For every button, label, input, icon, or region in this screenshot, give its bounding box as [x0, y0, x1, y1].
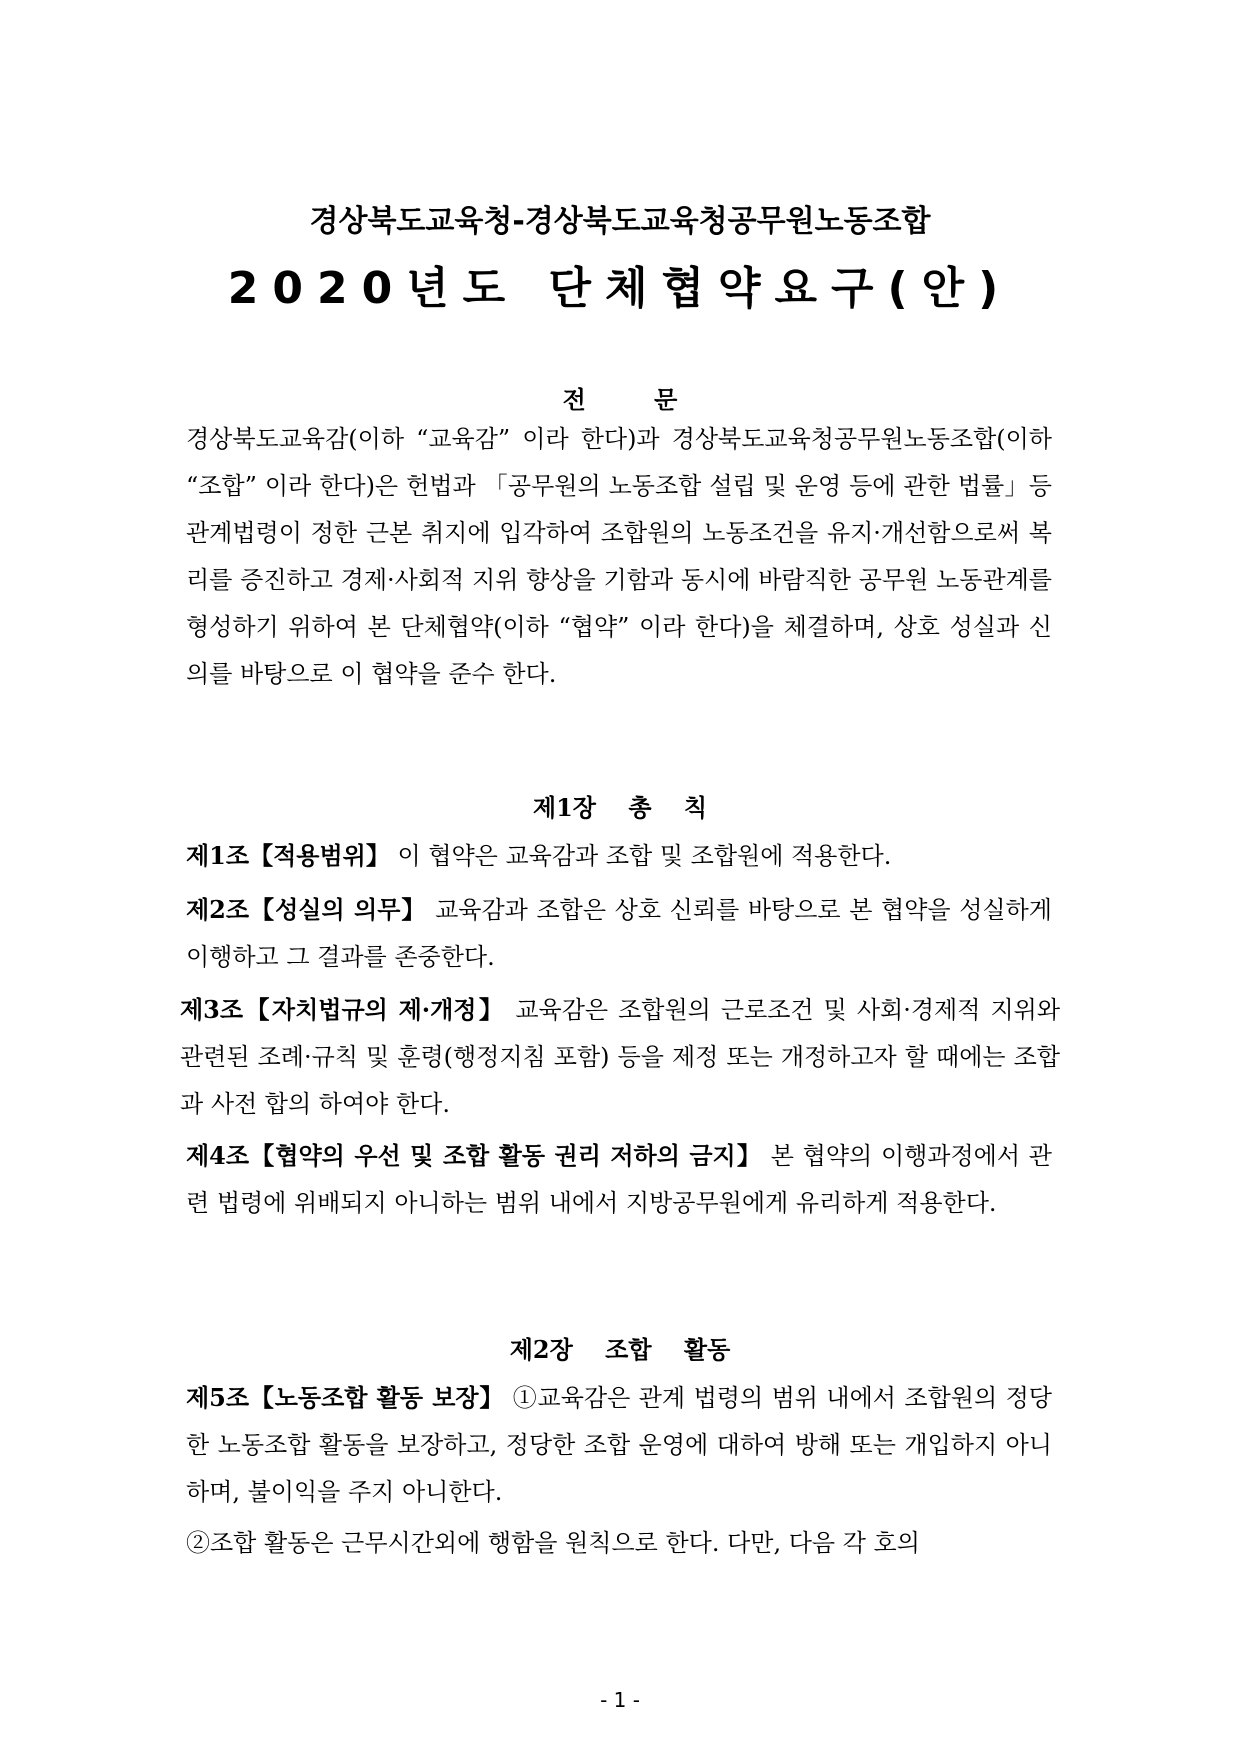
chapter1-heading: 제1장 총 칙	[532, 793, 708, 822]
article-3-body: 교육감은 조합원의 근로조건 및 사회·경제적 지위와 관련된 조례·규칙 및 훈령(행정지침 포함) 등을 제정 또는 개정하고자 할 때에는 조합과 사전 합의 하여야 한다.	[180, 996, 1061, 1118]
article-5-body: ①교육감은 관계 법령의 범위 내에서 조합원의 정당한 노동조합 활동을 보장하고, 정당한 조합 운영에 대하여 방해 또는 개입하지 아니하며, 불이익을 주지 아니한다.	[186, 1384, 1052, 1506]
article-1-title: 【적용범위】	[249, 841, 390, 870]
article-1-number: 제1조	[186, 841, 250, 870]
article-5-number: 제5조	[186, 1383, 250, 1412]
article-2	[186, 886, 1052, 981]
preamble-text: 경상북도교육감(이하 “교육감” 이라 한다)과 경상북도교육청공무원노동조합(이하 “조합” 이라 한다)은 헌법과 「공무원의 노동조합 설립 및 운영 등에 관한 법률」등 관계법령이 정한 근본 취지에 입각하여 조합원의 노동조건을 유지·개선함으로써 복리를 증진하고 경제·사회적 지위 향상을 기함과 동시에 바람직한 공무원 노동관계를 형성하기 위하여 본 단체협약(이하 “협약” 이라 한다)을 체결하며, 상호 성실과 신의를 바탕으로 이 협약을 준수 한다.	[186, 425, 1052, 688]
article-4-number: 제4조	[186, 1141, 250, 1170]
article-3	[180, 986, 1060, 1128]
article-2-number: 제2조	[186, 895, 250, 924]
article-1	[186, 832, 1052, 880]
article-3-title: 【자치법규의 제·개정】	[243, 995, 506, 1024]
article-4-title: 【협약의 우선 및 조합 활동 권리 저하의 금지】	[249, 1141, 762, 1170]
article-3-number: 제3조	[180, 995, 244, 1024]
article-2-body: 교육감과 조합은 상호 신뢰를 바탕으로 본 협약을 성실하게 이행하고 그 결과를 존중한다.	[186, 896, 1052, 971]
article-5	[186, 1374, 1052, 1516]
article-4	[186, 1132, 1052, 1227]
article-1-body: 이 협약은 교육감과 조합 및 조합원에 적용한다.	[397, 842, 892, 870]
article-4-body: 본 협약의 이행과정에서 관련 법령에 위배되지 아니하는 범위 내에서 지방공무원에게 유리하게 적용한다.	[186, 1142, 1052, 1217]
article-2-title: 【성실의 의무】	[249, 895, 427, 924]
page-number: - 1 -	[600, 1688, 640, 1712]
document-title-line2: 2020년도 단체협약요구(안)	[227, 263, 1013, 314]
chapter2-heading: 제2장 조합 활동	[509, 1335, 731, 1364]
document-title-line1: 경상북도교육청-경상북도교육청공무원노동조합	[309, 204, 931, 239]
article-5-title: 【노동조합 활동 보장】	[249, 1383, 505, 1412]
article-5-clause-2: ②조합 활동은 근무시간외에 행함을 원칙으로 한다. 다만, 다음 각 호의	[186, 1529, 920, 1557]
preamble-heading: 전 문	[562, 385, 678, 414]
